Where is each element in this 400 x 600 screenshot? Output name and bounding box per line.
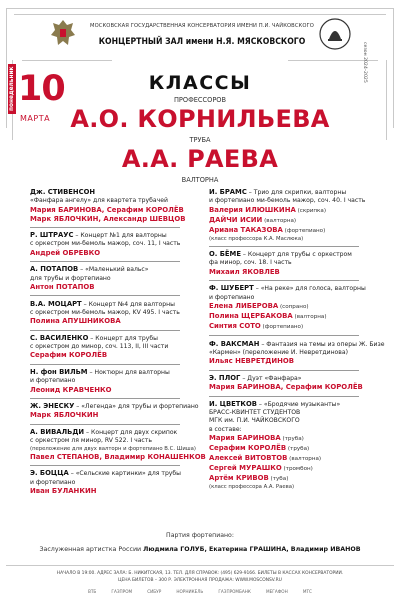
work-title: – Ноктюрн для валторны	[87, 368, 170, 376]
performer-role: (тромбон)	[281, 465, 313, 472]
composer-name: Э. БОЦЦА	[30, 469, 69, 478]
performer-role: (фортепиано)	[282, 227, 326, 234]
composer-name: Н. фон ВИЛЬМ	[30, 367, 88, 376]
performer-name: Михаил ЯКОВЛЕВ	[209, 267, 280, 276]
program-item	[209, 250, 381, 277]
work-line	[209, 374, 381, 383]
date-month: МАРТА	[20, 114, 51, 123]
work-title: – Концерт для трубы	[88, 334, 158, 342]
professor-name-2: А.А. РАЕВА	[121, 145, 279, 173]
arrangement-note: (переложение для двух валторн и фортепиано В.С. Шиша)	[30, 445, 196, 452]
sponsor-logo: МЕГАФОН	[266, 588, 288, 594]
separator-line	[30, 465, 180, 466]
program-column-left	[30, 188, 206, 499]
performer-line	[209, 454, 381, 464]
performer-role: (валторна)	[262, 217, 297, 224]
separator-line	[209, 246, 359, 247]
performer-name: Алексей ВИТОВТОВ	[209, 453, 288, 462]
professor-instrument-2: ВАЛТОРНА	[181, 176, 219, 184]
date-day: 10	[18, 69, 65, 109]
performer-role: (туба)	[268, 475, 289, 482]
work-line: «Кармен» (переложение И. Невретдинова)	[209, 348, 348, 356]
work-line	[30, 300, 202, 309]
class-note: (класс профессора А.А. Раева)	[209, 483, 295, 490]
performer-role: (фортепиано)	[260, 323, 304, 330]
performer-name: Леонид КРАВЧЕНКО	[30, 385, 112, 394]
work-line	[30, 402, 202, 411]
composer-name: Э. ПЛОГ	[209, 373, 241, 382]
work-title: – «Бродячие музыканты»	[256, 400, 341, 408]
performer-name: Мария БАРИНОВА, Серафим КОРОЛЁВ	[209, 383, 363, 392]
work-title: – «На реке» для голоса, валторны	[253, 285, 366, 293]
work-line: и фортепиано	[209, 293, 255, 301]
frame-top-line	[6, 8, 394, 9]
separator-line	[30, 295, 180, 296]
performer-line	[209, 206, 381, 216]
separator-line	[30, 424, 180, 425]
frame-top-line-inner	[14, 14, 386, 15]
program-column-right	[209, 188, 385, 494]
composer-name: А. ВИВАЛЬДИ	[30, 428, 85, 437]
performer-name: Артём КРИВОВ	[209, 473, 269, 482]
performer-name: Полина ЩЕРБАКОВА	[209, 311, 293, 320]
composer-name: О. БЁМЕ	[209, 250, 241, 259]
work-line	[30, 428, 202, 437]
sponsor-logo: СИБУР	[147, 588, 162, 594]
performer-name: Серафим КОРОЛЁВ	[30, 351, 108, 360]
work-line	[30, 368, 202, 377]
sponsor-logo: НОРНИКЕЛЬ	[176, 588, 204, 594]
work-line: для трубы и фортепиано	[30, 274, 111, 282]
performer-line	[209, 312, 381, 322]
work-title: – Дуэт «Фанфара»	[240, 374, 302, 382]
work-title: – Концерт для трубы с оркестром	[240, 251, 352, 259]
work-title: – «Маленький вальс»	[78, 266, 149, 274]
performer-role: (труба)	[280, 435, 304, 442]
program-item	[30, 188, 202, 224]
performer-name: Марк ЯБЛОЧКИН	[30, 411, 99, 420]
performer-name: ДАЙЧИ ИСИИ	[209, 215, 263, 224]
piano-part-label: Партия фортепиано:	[166, 532, 234, 539]
program-item	[30, 469, 202, 496]
program-item	[30, 402, 202, 420]
ticket-info: ЦЕНА БИЛЕТОВ – 300 Р. ЭЛЕКТРОННАЯ ПРОДАЖА: WWW.MOSCONSV.RU	[118, 578, 282, 583]
work-title: – Концерт №1 для валторны	[73, 232, 167, 240]
performer-line	[209, 474, 381, 484]
composer-name: Р. ШТРАУС	[30, 231, 74, 240]
work-line: с оркестром ля минор, RV 522. I часть	[30, 437, 152, 445]
performer-name: Павел СТЕПАНОВ, Владимир КОНАШЕНКОВ	[30, 452, 206, 461]
work-line: с оркестром ми-бемоль мажор, KV 495. I часть	[30, 308, 180, 316]
work-line: и фортепиано	[30, 377, 76, 385]
class-note: (класс профессора К.А. Маслюка)	[209, 235, 304, 242]
performer-role: (труба)	[286, 445, 310, 452]
conservatory-name: МОСКОВСКАЯ ГОСУДАРСТВЕННАЯ КОНСЕРВАТОРИЯ ИМЕНИ П.И. ЧАЙКОВСКОГО	[90, 23, 314, 29]
hall-name: КОНЦЕРТНЫЙ ЗАЛ имени Н.Я. МЯСКОВСКОГО	[98, 37, 306, 47]
performer-name: Марк ЯБЛОЧКИН, Александр ШЕВЦОВ	[30, 214, 186, 223]
work-title: – Фантазия на темы из оперы Ж. Бизе	[259, 340, 385, 348]
program-item	[209, 339, 385, 367]
work-line	[30, 334, 202, 343]
performer-name: Мария БАРИНОВА	[209, 433, 281, 442]
performer-line	[209, 268, 381, 277]
work-line	[209, 339, 385, 349]
composer-name: И. БРАМС	[209, 188, 247, 196]
program-item	[30, 334, 202, 361]
work-title: – Трио для скрипки, валторны	[246, 189, 347, 196]
frame-deco-left	[22, 60, 112, 61]
performer-name: Сергей МУРАШКО	[209, 463, 282, 472]
work-line	[30, 469, 202, 478]
separator-line	[209, 280, 359, 281]
separator-line	[209, 370, 359, 371]
professor-name-1: А.О. КОРНИЛЬЕВА	[70, 105, 330, 133]
performer-line	[209, 383, 381, 392]
composer-name: В.А. МОЦАРТ	[30, 299, 82, 308]
work-line: БРАСС-КВИНТЕТ СТУДЕНТОВ	[209, 408, 301, 416]
performer-name: Ариана ТАКАЗОВА	[209, 225, 283, 234]
performer-line	[209, 216, 381, 226]
work-line	[30, 188, 202, 197]
performer-name: Антон ПОТАПОВ	[30, 282, 95, 291]
composer-name: С. ВАСИЛЕНКО	[30, 333, 89, 342]
work-title: – Концерт для двух скрипок	[84, 429, 178, 437]
performer-line	[209, 357, 381, 366]
sponsor-logo: ГАЗПРОМ	[111, 588, 133, 594]
program-item	[209, 374, 381, 392]
performer-name: Андрей ОБРЕВКО	[30, 248, 101, 257]
performer-name: Елена ЛИБЕРОВА	[209, 301, 279, 310]
program-item	[209, 400, 381, 491]
performer-line	[209, 434, 381, 444]
performer-name: Валерия ИЛЮШКИНА	[209, 205, 296, 214]
performer-name: Полина АПУШНИКОВА	[30, 317, 121, 326]
performer-line	[209, 464, 381, 474]
work-line	[30, 265, 202, 274]
russian-coat-of-arms-icon	[48, 17, 78, 51]
piano-title: Заслуженная артистка России	[39, 546, 144, 553]
composer-name: Дж. СТИВЕНСОН	[30, 188, 96, 196]
title-professors: ПРОФЕССОРОВ	[173, 96, 227, 104]
season-label: сезон 2024–2025	[362, 42, 367, 83]
work-line	[209, 284, 381, 293]
separator-line	[209, 396, 359, 397]
separator-line	[209, 335, 359, 336]
work-line: и фортепиано	[30, 478, 76, 486]
program-item	[30, 231, 202, 258]
separator-line	[30, 261, 180, 262]
program-item	[209, 188, 381, 243]
conservatory-emblem-icon	[318, 17, 352, 51]
work-line: с оркестром ми-бемоль мажор, соч. 11, I часть	[30, 240, 181, 248]
sponsor-logo: ГАЗПРОМБАНК	[218, 588, 251, 594]
separator-line	[30, 330, 180, 331]
performer-line	[209, 444, 381, 454]
work-line: с оркестром до минор, соч. 113, II, III части	[30, 343, 169, 351]
professor-instrument-1: ТРУБА	[189, 136, 211, 144]
composer-name: А. ПОТАПОВ	[30, 265, 79, 274]
work-title: – «Легенда» для трубы и фортепиано	[74, 403, 199, 411]
work-line	[209, 250, 381, 259]
date-weekday-badge: понедельник	[8, 64, 16, 114]
work-line: в составе:	[209, 425, 242, 433]
frame-bottom-line	[6, 565, 394, 566]
performer-line	[209, 322, 381, 332]
performer-name: Синтия СОТО	[209, 321, 261, 330]
composer-name: Ж. ЭНЕСКУ	[30, 402, 75, 411]
work-title: – Концерт №4 для валторны	[81, 300, 175, 308]
work-line: и фортепиано ми-бемоль мажор, соч. 40. I часть	[209, 197, 366, 205]
separator-line	[30, 364, 180, 365]
piano-performers	[0, 546, 400, 553]
program-item	[30, 265, 202, 292]
program-item	[30, 428, 206, 462]
performer-name: Серафим КОРОЛЁВ	[209, 443, 287, 452]
performer-name: Ильяс НЕВРЕТДИНОВ	[209, 357, 295, 366]
performer-role: (валторна)	[287, 455, 322, 462]
work-line	[209, 400, 381, 409]
work-title: – «Сельские картинки» для трубы	[68, 470, 181, 478]
work-line: МГК им. П.И. ЧАЙКОВСКОГО	[209, 417, 300, 425]
performer-name: Иван БУЛАНКИН	[30, 486, 97, 495]
piano-names: Людмила ГОЛУБ, Екатерина ГРАШИНА, Владимир ИВАНОВ	[143, 546, 361, 553]
composer-name: Ф. ШУБЕРТ	[209, 284, 254, 293]
program-item	[30, 300, 202, 327]
performer-line	[209, 226, 381, 236]
work-line: фа минор, соч. 18. I часть	[209, 259, 292, 267]
performer-role: (скрипка)	[295, 207, 327, 214]
concert-info: НАЧАЛО В 19:00. АДРЕС ЗАЛА: Б. НИКИТСКАЯ, 13. ТЕЛ. ДЛЯ СПРАВОК: (495) 629-9166. БИЛЕТЫ В КАССАХ КОНСЕРВАТОРИИ.	[56, 571, 344, 576]
composer-name: Ф. ВАКСМАН	[209, 339, 260, 348]
sponsor-logo: МТС	[302, 588, 312, 594]
separator-line	[30, 227, 180, 228]
separator-line	[30, 398, 180, 399]
work-line	[209, 188, 381, 197]
composer-name: И. ЦВЕТКОВ	[209, 399, 257, 408]
work-line: «Фанфара ангелу» для квартета трубачей	[30, 197, 168, 205]
performer-line	[209, 302, 381, 312]
program-item	[209, 284, 381, 332]
performer-role: (сопрано)	[278, 303, 309, 310]
sponsor-logo: ВТБ	[88, 588, 97, 594]
program-item	[30, 368, 202, 395]
title-classes: КЛАССЫ	[148, 72, 252, 94]
sponsor-logos	[88, 586, 312, 596]
performer-role: (валторна)	[292, 313, 327, 320]
performer-name: Мария БАРИНОВА, Серафим КОРОЛЁВ	[30, 205, 184, 214]
